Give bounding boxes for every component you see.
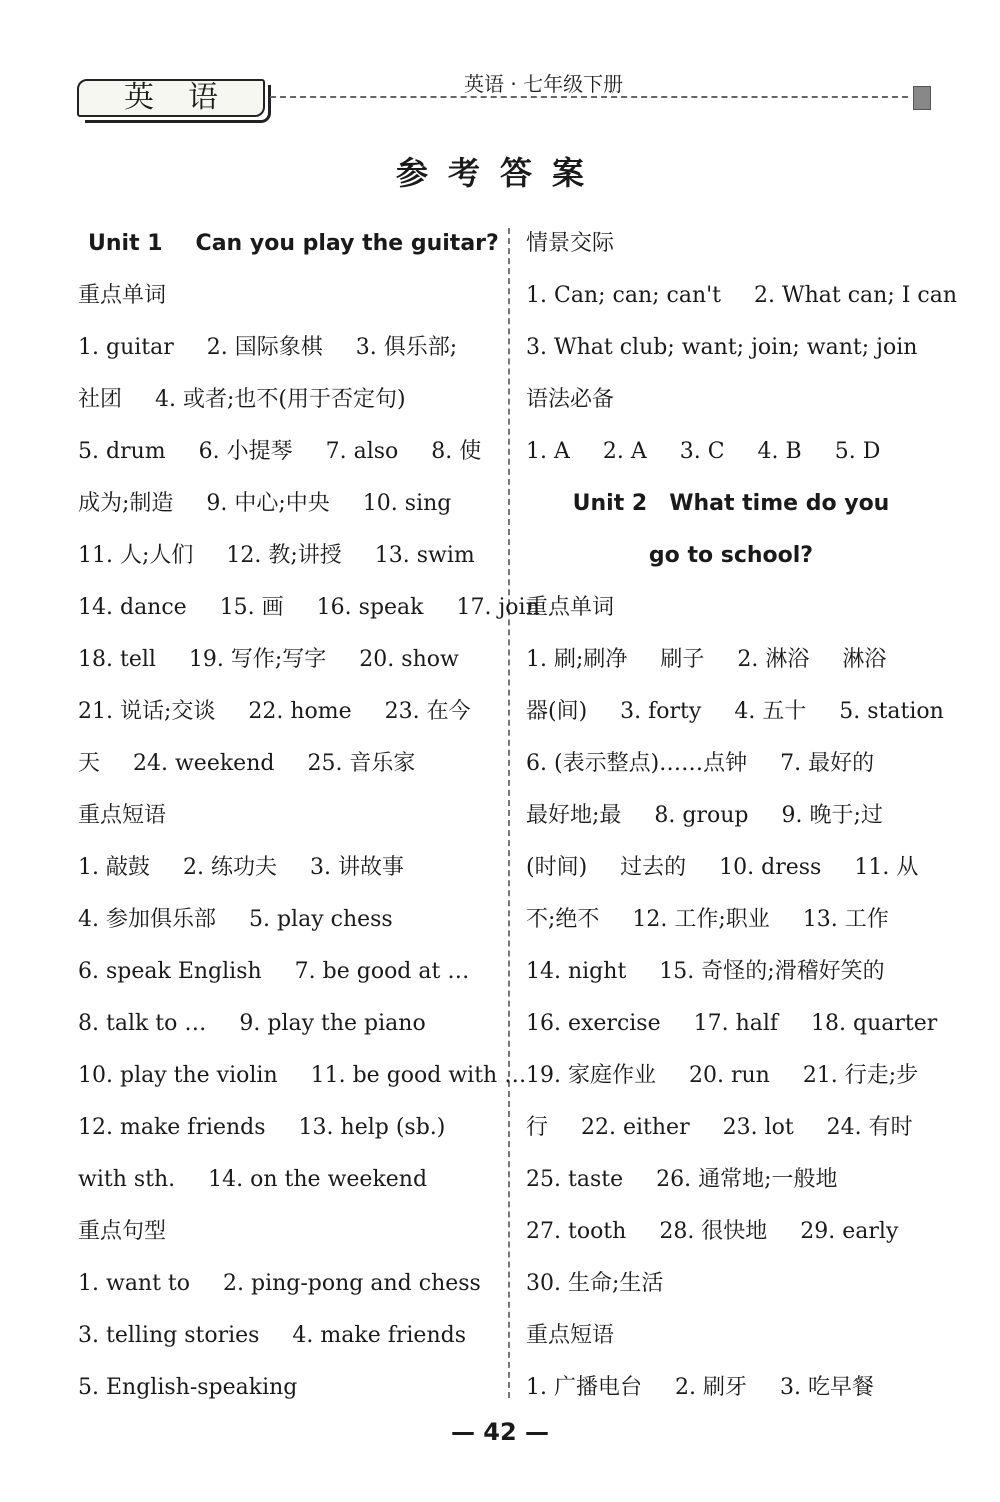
answer-line: 1. 刷;刷净 刷子 2. 淋浴 淋浴 <box>526 647 887 672</box>
answer-line: 行 22. either 23. lot 24. 有时 <box>526 1115 913 1140</box>
header-title: 英语 · 七年级下册 <box>464 72 624 96</box>
subject-badge: 英语 <box>77 79 265 117</box>
right-column <box>526 218 958 1414</box>
answer-line: 不;绝不 12. 工作;职业 13. 工作 <box>526 907 889 932</box>
answer-line: 18. tell 19. 写作;写字 20. show <box>78 647 459 672</box>
section-heading: 重点短语 <box>526 1323 615 1348</box>
answer-line: 10. play the violin 11. be good with … <box>78 1063 527 1088</box>
answer-line: 16. exercise 17. half 18. quarter <box>526 1011 938 1036</box>
unit-title: go to school? <box>648 543 814 568</box>
answer-line: 1. A 2. A 3. C 4. B 5. D <box>526 439 881 464</box>
answer-line: 21. 说话;交谈 22. home 23. 在今 <box>78 699 471 724</box>
answer-line: 6. (表示整点)……点钟 7. 最好的 <box>526 751 875 776</box>
answer-line: 27. tooth 28. 很快地 29. early <box>526 1219 899 1244</box>
answer-line: 4. 参加俱乐部 5. play chess <box>78 907 393 932</box>
answer-line: 3. telling stories 4. make friends <box>78 1323 466 1348</box>
answer-line: (时间) 过去的 10. dress 11. 从 <box>526 855 919 880</box>
answer-line: 5. English-speaking <box>78 1375 298 1400</box>
section-heading: 语法必备 <box>526 387 615 412</box>
section-heading: 重点单词 <box>78 283 167 308</box>
answer-line: 14. dance 15. 画 16. speak 17. join <box>78 595 540 620</box>
answer-line: 天 24. weekend 25. 音乐家 <box>78 751 416 776</box>
left-column <box>78 218 540 1414</box>
answer-line: 12. make friends 13. help (sb.) <box>78 1115 446 1140</box>
answer-line: 3. What club; want; join; want; join <box>526 335 918 360</box>
answer-line: 1. 广播电台 2. 刷牙 3. 吃早餐 <box>526 1375 874 1400</box>
answer-line: 成为;制造 9. 中心;中央 10. sing <box>78 491 452 516</box>
answer-line: 器(间) 3. forty 4. 五十 5. station <box>526 699 944 724</box>
answer-line: 1. want to 2. ping-pong and chess <box>78 1271 481 1296</box>
answer-line: 5. drum 6. 小提琴 7. also 8. 使 <box>78 439 482 464</box>
section-heading: 重点单词 <box>526 595 615 620</box>
page-title: 参考答案 <box>395 154 604 192</box>
section-heading: 重点短语 <box>78 803 167 828</box>
section-heading: 重点句型 <box>78 1219 167 1244</box>
answer-line: 14. night 15. 奇怪的;滑稽好笑的 <box>526 959 885 984</box>
answer-line: 11. 人;人们 12. 教;讲授 13. swim <box>78 543 475 568</box>
answer-line: 社团 4. 或者;也不(用于否定句) <box>78 387 406 412</box>
unit-title: Unit 2 What time do you <box>572 491 890 516</box>
section-heading: 情景交际 <box>526 231 615 256</box>
answer-line: 6. speak English 7. be good at … <box>78 959 470 984</box>
answer-line: 1. guitar 2. 国际象棋 3. 俱乐部; <box>78 335 458 360</box>
answer-line: 25. taste 26. 通常地;一般地 <box>526 1167 838 1192</box>
answer-line: 8. talk to … 9. play the piano <box>78 1011 426 1036</box>
unit-title: Unit 1 Can you play the guitar? <box>88 231 499 256</box>
answer-line: 19. 家庭作业 20. run 21. 行走;步 <box>526 1063 919 1088</box>
answer-line: 最好地;最 8. group 9. 晚于;过 <box>526 803 883 828</box>
answer-line: with sth. 14. on the weekend <box>78 1167 428 1192</box>
page-number: — 42 — <box>450 1418 550 1446</box>
answer-line: 30. 生命;生活 <box>526 1271 664 1296</box>
column-divider <box>508 228 510 1398</box>
page-tab-mark <box>913 86 931 110</box>
answer-line: 1. 敲鼓 2. 练功夫 3. 讲故事 <box>78 855 404 880</box>
answer-line: 1. Can; can; can't 2. What can; I can <box>526 283 958 308</box>
